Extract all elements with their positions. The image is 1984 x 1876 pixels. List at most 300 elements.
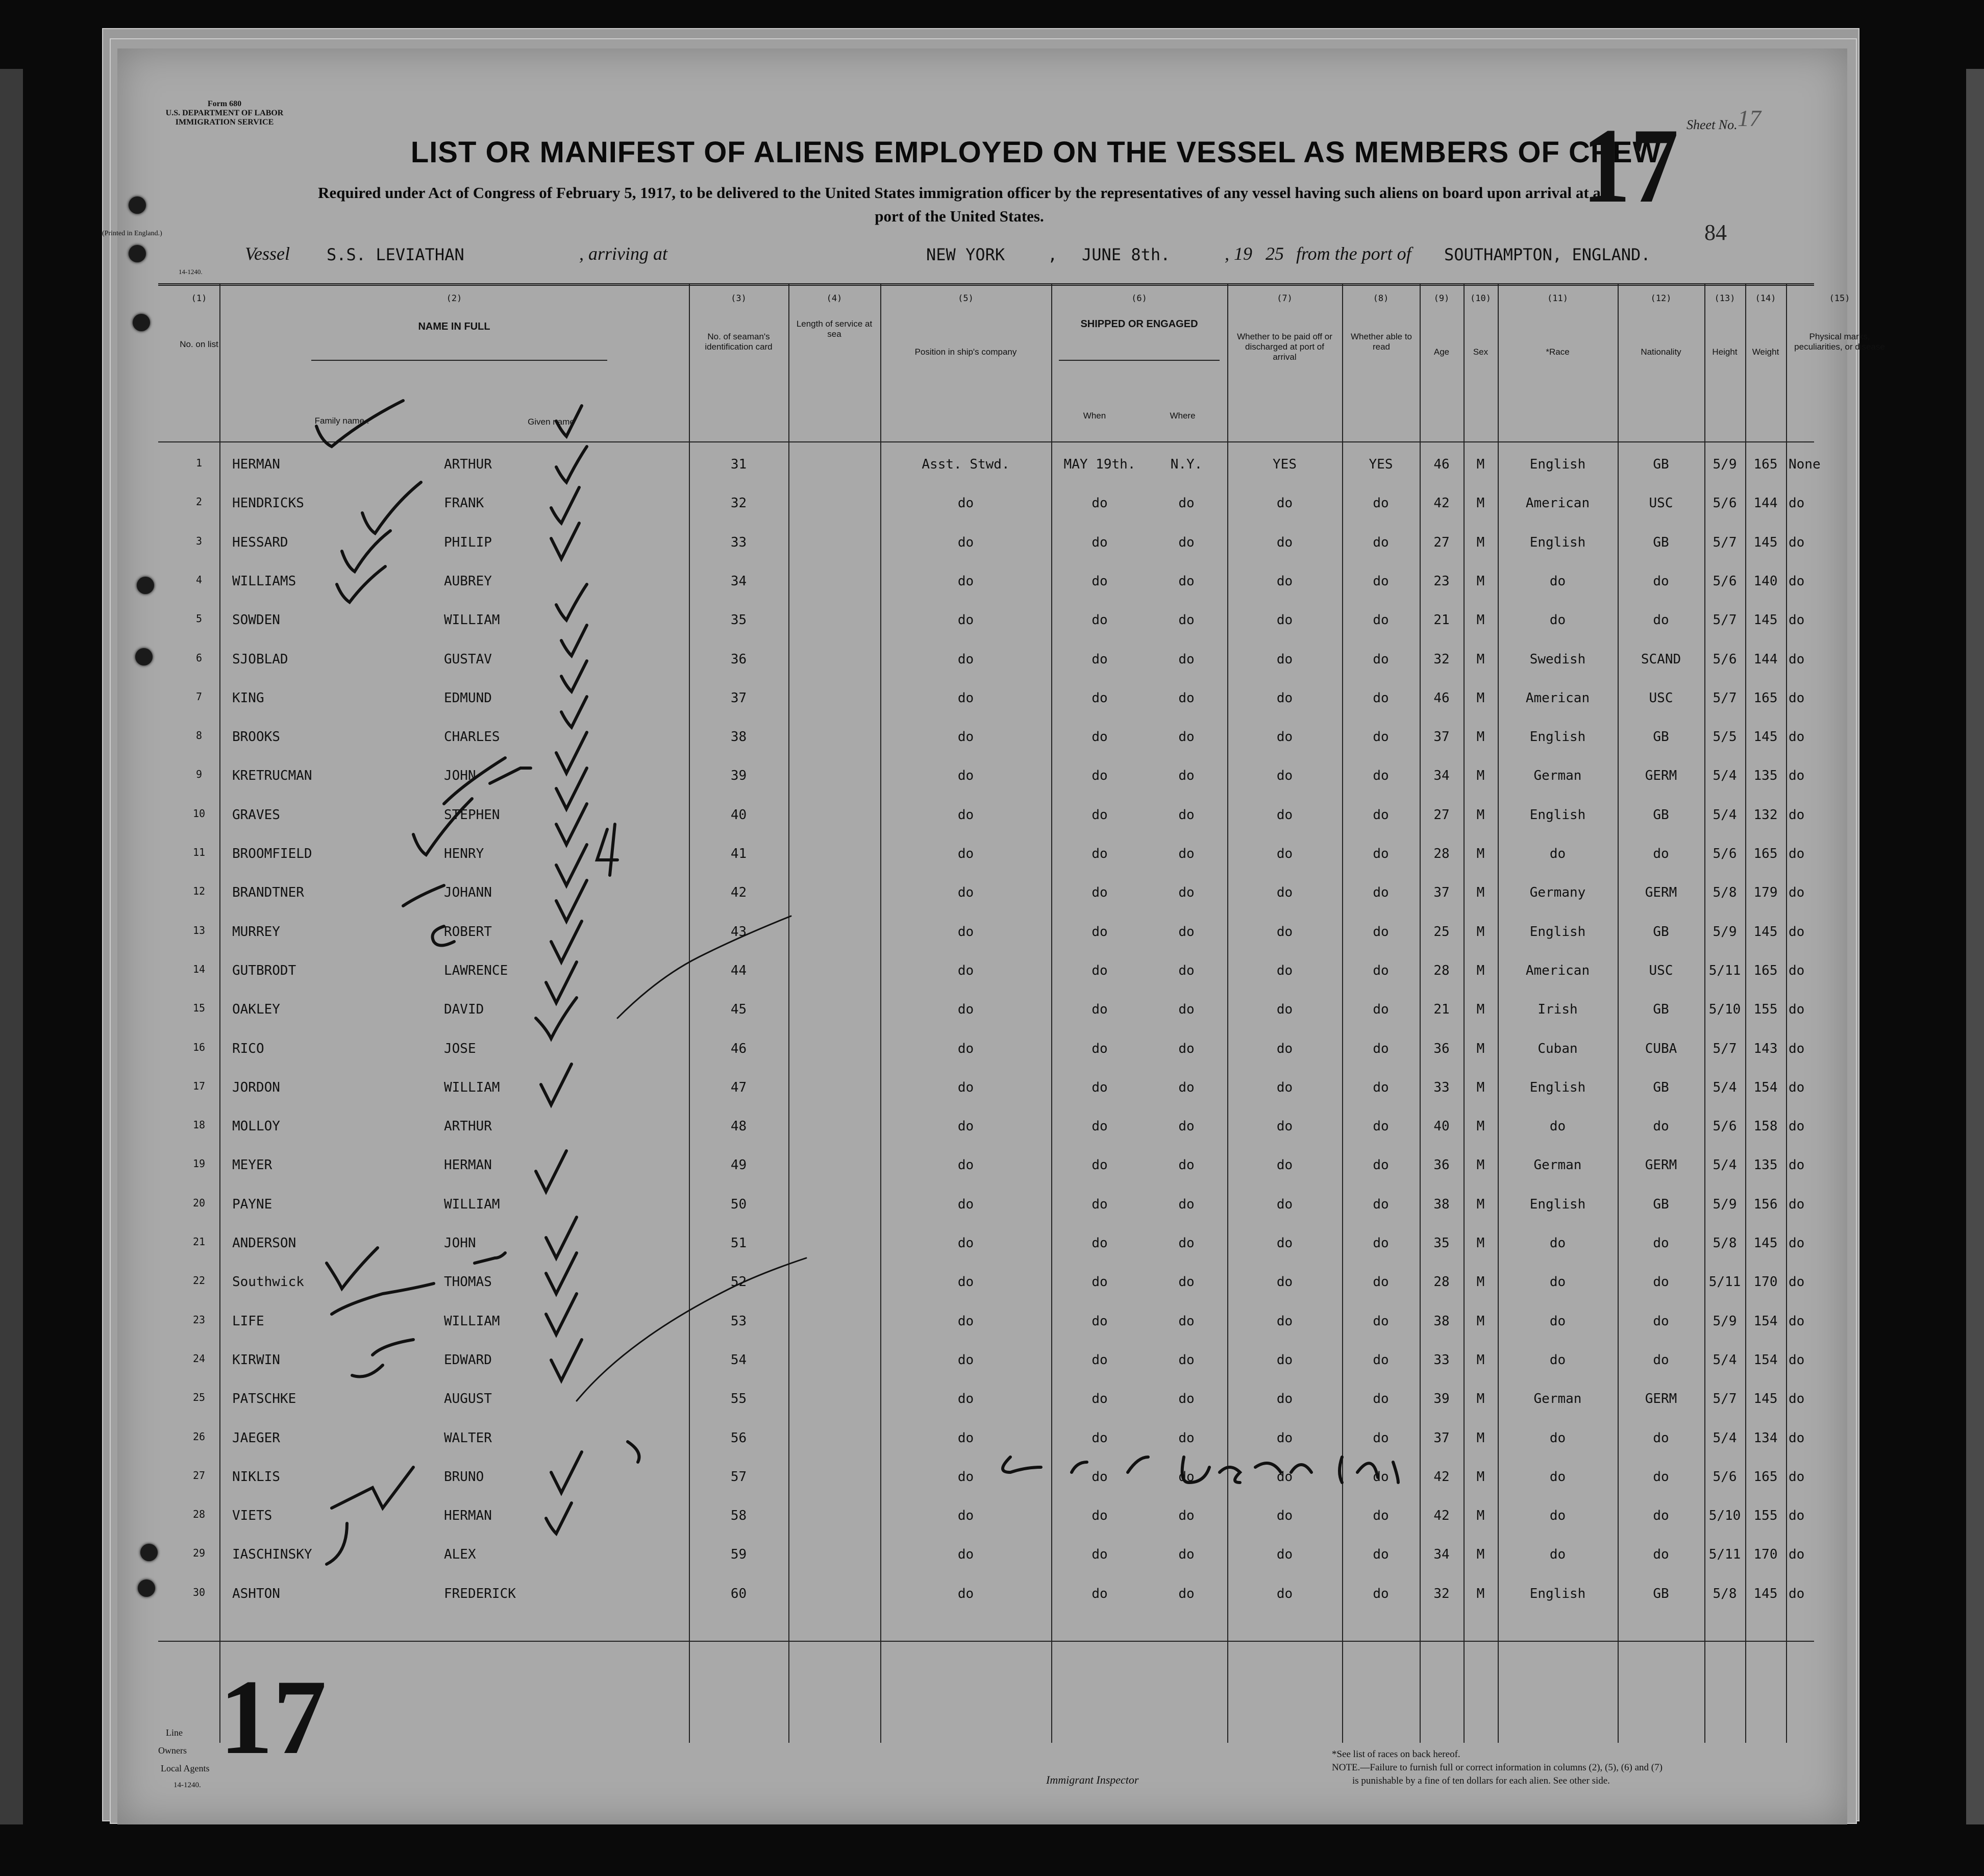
cell-read: do xyxy=(1373,846,1389,861)
cell-position: do xyxy=(957,962,974,978)
cell-where: do xyxy=(1178,846,1195,861)
column-number: (7) xyxy=(1277,293,1293,304)
cell-weight: 144 xyxy=(1753,496,1778,511)
cell-weight: 165 xyxy=(1753,1469,1778,1485)
cell-where: do xyxy=(1178,1196,1195,1212)
table-row xyxy=(158,1264,1814,1303)
cell-nat: do xyxy=(1653,1430,1669,1446)
cell-weight: 156 xyxy=(1753,1196,1778,1212)
cell-position: do xyxy=(957,807,974,823)
cell-no: 14 xyxy=(192,962,206,975)
cell-no: 19 xyxy=(192,1157,206,1170)
cell-nat: CUBA xyxy=(1645,1041,1677,1056)
shipped-underline xyxy=(1059,360,1220,361)
binder-hole-icon xyxy=(135,648,153,665)
cell-where: do xyxy=(1178,1041,1195,1056)
cell-family: SJOBLAD xyxy=(232,651,288,667)
year: 25 xyxy=(1266,243,1284,264)
cell-height: 5/10 xyxy=(1708,1002,1741,1018)
cell-age: 32 xyxy=(1433,1586,1450,1601)
cell-when: do xyxy=(1092,1469,1108,1485)
cell-age: 38 xyxy=(1433,1196,1450,1212)
cell-marks: do xyxy=(1789,846,1805,861)
printed-in-note: (Printed in England.) xyxy=(102,230,162,237)
cell-card: 54 xyxy=(730,1352,747,1368)
cell-position: do xyxy=(957,1041,974,1056)
cell-nat: do xyxy=(1653,846,1669,861)
cell-nat: do xyxy=(1653,573,1669,589)
cell-weight: 145 xyxy=(1753,534,1778,550)
cell-when: do xyxy=(1092,1041,1108,1056)
cell-paid: do xyxy=(1276,768,1293,784)
cell-nat: do xyxy=(1653,1547,1669,1563)
cell-family: HESSARD xyxy=(232,534,288,550)
cell-race: Irish xyxy=(1537,1002,1578,1018)
cell-card: 39 xyxy=(730,768,747,784)
cell-where: do xyxy=(1178,573,1195,589)
cell-where: do xyxy=(1178,768,1195,784)
cell-sex: M xyxy=(1476,1041,1485,1056)
cell-family: IASCHINSKY xyxy=(232,1547,312,1563)
cell-height: 5/7 xyxy=(1713,1041,1737,1056)
cell-race: English xyxy=(1529,534,1586,550)
cell-weight: 135 xyxy=(1753,1157,1778,1173)
cell-height: 5/5 xyxy=(1713,729,1737,745)
cell-family: PAYNE xyxy=(232,1196,272,1212)
table-row xyxy=(158,992,1814,1030)
cell-race: English xyxy=(1529,807,1586,823)
cell-weight: 145 xyxy=(1753,612,1778,628)
header-race: *Race xyxy=(1546,347,1570,357)
cell-read: do xyxy=(1373,534,1389,550)
cell-position: do xyxy=(957,1157,974,1173)
cell-race: do xyxy=(1549,1313,1566,1329)
cell-age: 21 xyxy=(1433,612,1450,628)
cell-no: 30 xyxy=(192,1586,206,1598)
cell-height: 5/9 xyxy=(1713,1313,1737,1329)
cell-where: do xyxy=(1178,1430,1195,1446)
cell-no: 26 xyxy=(192,1430,206,1443)
table-row xyxy=(158,836,1814,875)
cell-marks: do xyxy=(1789,962,1805,978)
department-name: U.S. DEPARTMENT OF LABOR xyxy=(165,109,284,117)
cell-age: 37 xyxy=(1433,885,1450,901)
cell-height: 5/8 xyxy=(1713,1586,1737,1601)
cell-read: do xyxy=(1373,1002,1389,1018)
cell-nat: SCAND xyxy=(1641,651,1681,667)
column-number: (14) xyxy=(1755,293,1776,304)
cell-height: 5/11 xyxy=(1708,962,1741,978)
cell-weight: 132 xyxy=(1753,807,1778,823)
cell-position: do xyxy=(957,768,974,784)
cell-given: ALEX xyxy=(444,1547,476,1563)
cell-paid: do xyxy=(1276,1469,1293,1485)
cell-family: GRAVES xyxy=(232,807,280,823)
cell-weight: 165 xyxy=(1753,846,1778,861)
cell-read: do xyxy=(1373,885,1389,901)
cell-nat: GERM xyxy=(1645,885,1677,901)
cell-height: 5/7 xyxy=(1713,534,1737,550)
cell-position: do xyxy=(957,690,974,706)
cell-read: do xyxy=(1373,924,1389,940)
cell-no: 29 xyxy=(192,1547,206,1560)
cell-age: 25 xyxy=(1433,924,1450,940)
cell-nat: do xyxy=(1653,612,1669,628)
cell-card: 57 xyxy=(730,1469,747,1485)
cell-family: SOWDEN xyxy=(232,612,280,628)
cell-where: do xyxy=(1178,924,1195,940)
cell-paid: do xyxy=(1276,729,1293,745)
cell-given: WILLIAM xyxy=(444,612,500,628)
binder-hole-icon xyxy=(129,196,146,214)
cell-no: 3 xyxy=(195,534,203,547)
cell-read: YES xyxy=(1369,457,1393,472)
cell-sex: M xyxy=(1476,457,1485,472)
cell-read: do xyxy=(1373,1196,1389,1212)
header-height: Height xyxy=(1712,347,1738,357)
cell-sex: M xyxy=(1476,1469,1485,1485)
cell-paid: do xyxy=(1276,1236,1293,1251)
cell-when: do xyxy=(1092,846,1108,861)
cell-card: 55 xyxy=(730,1391,747,1407)
cell-family: OAKLEY xyxy=(232,1002,280,1018)
footer-print-code: 14-1240. xyxy=(173,1781,201,1789)
cell-paid: do xyxy=(1276,1586,1293,1601)
cell-read: do xyxy=(1373,1391,1389,1407)
cell-when: do xyxy=(1092,1236,1108,1251)
cell-height: 5/6 xyxy=(1713,846,1737,861)
form-identification xyxy=(153,100,296,127)
cell-given: WILLIAM xyxy=(444,1196,500,1212)
cell-given: WALTER xyxy=(444,1430,492,1446)
cell-card: 59 xyxy=(730,1547,747,1563)
table-row xyxy=(158,875,1814,914)
cell-weight: 158 xyxy=(1753,1119,1778,1134)
cell-read: do xyxy=(1373,1508,1389,1524)
cell-marks: do xyxy=(1789,1313,1805,1329)
cell-race: German xyxy=(1533,1157,1582,1173)
crew-table xyxy=(158,283,1885,1743)
table-row xyxy=(158,1225,1814,1264)
from-port-label: from the port of xyxy=(1296,243,1411,264)
cell-given: ROBERT xyxy=(444,924,492,940)
cell-no: 7 xyxy=(195,690,203,703)
cell-given: HERMAN xyxy=(444,1157,492,1173)
cell-no: 2 xyxy=(195,496,203,508)
cell-nat: do xyxy=(1653,1236,1669,1251)
cell-age: 32 xyxy=(1433,651,1450,667)
cell-race: do xyxy=(1549,612,1566,628)
cell-given: CHARLES xyxy=(444,729,500,745)
cell-read: do xyxy=(1373,1274,1389,1290)
cell-read: do xyxy=(1373,1352,1389,1368)
table-row xyxy=(158,1381,1814,1420)
cell-nat: do xyxy=(1653,1508,1669,1524)
cell-race: do xyxy=(1549,573,1566,589)
name-underline xyxy=(311,360,607,361)
cell-sex: M xyxy=(1476,729,1485,745)
cell-family: BROOMFIELD xyxy=(232,846,312,861)
cell-weight: 155 xyxy=(1753,1002,1778,1018)
cell-sex: M xyxy=(1476,807,1485,823)
cell-weight: 143 xyxy=(1753,1041,1778,1056)
cell-marks: do xyxy=(1789,1236,1805,1251)
cell-where: do xyxy=(1178,962,1195,978)
cell-paid: do xyxy=(1276,1508,1293,1524)
departure-port: SOUTHAMPTON, ENGLAND. xyxy=(1444,245,1651,264)
cell-when: do xyxy=(1092,1157,1108,1173)
cell-sex: M xyxy=(1476,846,1485,861)
cell-when: do xyxy=(1092,690,1108,706)
header-able-read: Whether able to read xyxy=(1350,332,1412,352)
cell-race: English xyxy=(1529,1079,1586,1095)
cell-card: 43 xyxy=(730,924,747,940)
cell-family: MURREY xyxy=(232,924,280,940)
cell-sex: M xyxy=(1476,651,1485,667)
cell-read: do xyxy=(1373,1236,1389,1251)
table-row xyxy=(158,602,1814,641)
table-row xyxy=(158,485,1814,524)
column-number: (10) xyxy=(1470,293,1491,304)
cell-marks: do xyxy=(1789,534,1805,550)
header-sex: Sex xyxy=(1473,347,1489,357)
cell-family: GUTBRODT xyxy=(232,962,296,978)
cell-age: 36 xyxy=(1433,1041,1450,1056)
cell-family: LIFE xyxy=(232,1313,264,1329)
cell-read: do xyxy=(1373,1079,1389,1095)
cell-card: 48 xyxy=(730,1119,747,1134)
cell-weight: 155 xyxy=(1753,1508,1778,1524)
header-position: Position in ship's company xyxy=(914,347,1017,357)
cell-family: Southwick xyxy=(232,1274,304,1290)
column-number: (6) xyxy=(1131,293,1147,304)
column-number: (5) xyxy=(958,293,974,304)
cell-weight: 165 xyxy=(1753,690,1778,706)
adjacent-page-right-edge xyxy=(1966,69,1984,1824)
cell-no: 24 xyxy=(192,1352,206,1365)
cell-family: JAEGER xyxy=(232,1430,280,1446)
cell-where: do xyxy=(1178,1119,1195,1134)
table-row xyxy=(158,447,1821,485)
cell-card: 38 xyxy=(730,729,747,745)
cell-paid: do xyxy=(1276,1430,1293,1446)
cell-given: AUGUST xyxy=(444,1391,492,1407)
cell-position: do xyxy=(957,1391,974,1407)
cell-marks: do xyxy=(1789,1430,1805,1446)
cell-family: BROOKS xyxy=(232,729,280,745)
table-row xyxy=(158,914,1814,953)
cell-where: N.Y. xyxy=(1170,457,1203,472)
column-number: (8) xyxy=(1373,293,1389,304)
cell-no: 9 xyxy=(195,768,203,781)
cell-card: 51 xyxy=(730,1236,747,1251)
cell-paid: do xyxy=(1276,1547,1293,1563)
cell-height: 5/7 xyxy=(1713,1391,1737,1407)
cell-no: 21 xyxy=(192,1236,206,1248)
cell-sex: M xyxy=(1476,1586,1485,1601)
sheet-number-handwritten: 17 xyxy=(1738,105,1761,131)
cell-paid: do xyxy=(1276,962,1293,978)
cell-paid: do xyxy=(1276,1119,1293,1134)
column-number: (15) xyxy=(1829,293,1850,304)
cell-marks: do xyxy=(1789,690,1805,706)
header-family-name: Family name . xyxy=(314,416,369,426)
cell-position: do xyxy=(957,573,974,589)
arriving-label: , arriving at xyxy=(579,243,668,264)
header-bottom-rule xyxy=(158,441,1814,442)
cell-sex: M xyxy=(1476,1352,1485,1368)
cell-sex: M xyxy=(1476,1119,1485,1134)
header-given-name: Given name xyxy=(528,417,575,427)
cell-marks: do xyxy=(1789,1119,1805,1134)
table-row xyxy=(158,953,1814,992)
cell-age: 39 xyxy=(1433,1391,1450,1407)
cell-given: JOHN xyxy=(444,768,476,784)
cell-when: do xyxy=(1092,924,1108,940)
cell-sex: M xyxy=(1476,573,1485,589)
cell-sex: M xyxy=(1476,612,1485,628)
cell-paid: do xyxy=(1276,651,1293,667)
cell-family: WILLIAMS xyxy=(232,573,296,589)
cell-age: 34 xyxy=(1433,768,1450,784)
footer-big-number: 17 xyxy=(219,1658,327,1776)
cell-height: 5/6 xyxy=(1713,651,1737,667)
cell-where: do xyxy=(1178,496,1195,511)
cell-height: 5/9 xyxy=(1713,1196,1737,1212)
cell-where: do xyxy=(1178,1079,1195,1095)
footer-owners-label: Owners xyxy=(158,1745,187,1756)
cell-family: ASHTON xyxy=(232,1586,280,1601)
cell-no: 15 xyxy=(192,1002,206,1015)
cell-height: 5/9 xyxy=(1713,457,1737,472)
cell-card: 42 xyxy=(730,885,747,901)
cell-position: do xyxy=(957,846,974,861)
cell-race: English xyxy=(1529,1196,1586,1212)
cell-sex: M xyxy=(1476,924,1485,940)
cell-no: 28 xyxy=(192,1508,206,1521)
table-top-rule xyxy=(158,285,1814,286)
binder-hole-icon xyxy=(138,1579,155,1597)
header-physical-marks: Physical marks, peculiarities, or disease xyxy=(1794,332,1885,352)
cell-when: MAY 19th. xyxy=(1063,457,1136,472)
cell-read: do xyxy=(1373,690,1389,706)
cell-sex: M xyxy=(1476,690,1485,706)
cell-weight: 145 xyxy=(1753,1391,1778,1407)
cell-race: English xyxy=(1529,457,1586,472)
cell-paid: do xyxy=(1276,807,1293,823)
table-row xyxy=(158,797,1814,836)
cell-given: GUSTAV xyxy=(444,651,492,667)
cell-where: do xyxy=(1178,534,1195,550)
table-row xyxy=(158,1187,1814,1225)
cell-marks: None xyxy=(1789,457,1821,472)
cell-no: 11 xyxy=(192,846,206,858)
cell-weight: 179 xyxy=(1753,885,1778,901)
cell-age: 42 xyxy=(1433,496,1450,511)
cell-sex: M xyxy=(1476,1391,1485,1407)
table-row xyxy=(158,1537,1814,1575)
cell-when: do xyxy=(1092,573,1108,589)
cell-card: 34 xyxy=(730,573,747,589)
table-row xyxy=(158,1147,1814,1186)
cell-height: 5/8 xyxy=(1713,1236,1737,1251)
cell-nat: USC xyxy=(1649,690,1673,706)
cell-race: English xyxy=(1529,1586,1586,1601)
cell-given: HENRY xyxy=(444,846,484,861)
cell-nat: do xyxy=(1653,1274,1669,1290)
cell-card: 50 xyxy=(730,1196,747,1212)
table-row xyxy=(158,1070,1814,1108)
cell-weight: 154 xyxy=(1753,1352,1778,1368)
table-row xyxy=(158,1108,1814,1147)
vessel-label: Vessel xyxy=(245,243,290,264)
cell-race: American xyxy=(1525,962,1590,978)
cell-weight: 134 xyxy=(1753,1430,1778,1446)
cell-weight: 165 xyxy=(1753,457,1778,472)
cell-given: STEPHEN xyxy=(444,807,500,823)
cell-position: do xyxy=(957,496,974,511)
cell-height: 5/6 xyxy=(1713,496,1737,511)
cell-marks: do xyxy=(1789,496,1805,511)
inspector-label: Immigrant Inspector xyxy=(1046,1773,1139,1786)
cell-where: do xyxy=(1178,1508,1195,1524)
cell-marks: do xyxy=(1789,573,1805,589)
cell-no: 25 xyxy=(192,1391,206,1404)
cell-sex: M xyxy=(1476,496,1485,511)
cell-no: 13 xyxy=(192,924,206,936)
cell-given: THOMAS xyxy=(444,1274,492,1290)
cell-no: 18 xyxy=(192,1119,206,1131)
cell-nat: do xyxy=(1653,1313,1669,1329)
cell-nat: GB xyxy=(1653,1196,1669,1212)
cell-card: 46 xyxy=(730,1041,747,1056)
subtitle-line-1: Required under Act of Congress of February 5, 1917, to be delivered to the United States immigration officer by the representatives of any vessel having such aliens on board upon arrival at a xyxy=(318,184,1601,202)
cell-height: 5/7 xyxy=(1713,612,1737,628)
cell-given: EDWARD xyxy=(444,1352,492,1368)
cell-weight: 170 xyxy=(1753,1274,1778,1290)
cell-given: LAWRENCE xyxy=(444,962,508,978)
cell-race: American xyxy=(1525,496,1590,511)
cell-card: 36 xyxy=(730,651,747,667)
cell-where: do xyxy=(1178,1586,1195,1601)
cell-marks: do xyxy=(1789,807,1805,823)
header-name-in-full: NAME IN FULL xyxy=(418,321,490,332)
cell-where: do xyxy=(1178,729,1195,745)
cell-family: KING xyxy=(232,690,264,706)
cell-when: do xyxy=(1092,1002,1108,1018)
cell-weight: 145 xyxy=(1753,729,1778,745)
cell-race: English xyxy=(1529,924,1586,940)
cell-given: FREDERICK xyxy=(444,1586,516,1601)
header-nationality: Nationality xyxy=(1641,347,1681,357)
column-number: (3) xyxy=(731,293,747,304)
cell-race: do xyxy=(1549,1430,1566,1446)
arrival-port: NEW YORK xyxy=(926,245,1005,264)
cell-nat: GB xyxy=(1653,1002,1669,1018)
cell-height: 5/6 xyxy=(1713,573,1737,589)
cell-given: JOSE xyxy=(444,1041,476,1056)
cell-no: 17 xyxy=(192,1079,206,1092)
table-row xyxy=(158,1498,1814,1537)
cell-when: do xyxy=(1092,534,1108,550)
cell-read: do xyxy=(1373,1157,1389,1173)
cell-sex: M xyxy=(1476,1274,1485,1290)
cell-no: 10 xyxy=(192,807,206,820)
cell-age: 46 xyxy=(1433,690,1450,706)
cell-sex: M xyxy=(1476,1002,1485,1018)
cell-read: do xyxy=(1373,1313,1389,1329)
column-number: (4) xyxy=(826,293,842,304)
